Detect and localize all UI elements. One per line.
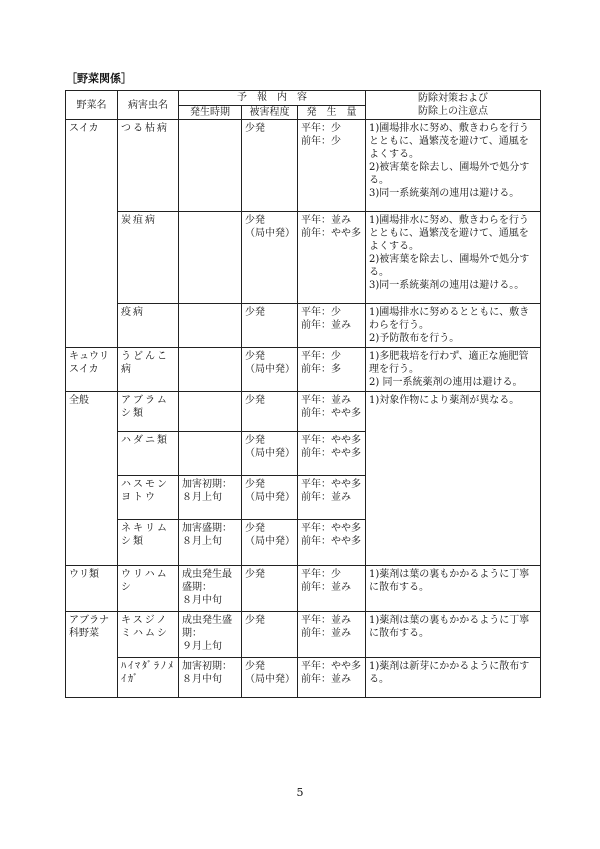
cell-pest: うどんこ病 — [118, 348, 179, 392]
cell-veg: 全般 — [66, 392, 118, 566]
cell-period: 成虫発生盛期： ９月上旬 — [179, 612, 242, 658]
cell-pest: アブラムシ類 — [118, 392, 179, 432]
cell-amount: 平年：少 前年：多 — [298, 348, 366, 392]
table-row — [66, 612, 541, 658]
cell-severity: 少発 — [242, 566, 298, 612]
cell-period — [179, 304, 242, 348]
cell-severity: 少発 （局中発） — [242, 476, 298, 520]
cell-amount: 平年：やや多 前年：並み — [298, 658, 366, 698]
cell-amount: 平年：並み 前年：やや多 — [298, 392, 366, 432]
cell-pest: ﾊｲﾏﾀﾞﾗﾉﾒｲｶﾞ — [118, 658, 179, 698]
cell-severity: 少発 （局中発） — [242, 212, 298, 304]
table-row — [66, 392, 541, 432]
cell-pest: 炭疽病 — [118, 212, 179, 304]
cell-amount: 平年：少 前年：少 — [298, 120, 366, 212]
table-row — [66, 212, 541, 304]
page-number: 5 — [296, 786, 304, 799]
cell-pest: ネキリムシ類 — [118, 520, 179, 566]
cell-period: 加害初期： ８月上旬 — [179, 476, 242, 520]
cell-measures: 1)薬剤は新芽にかかるように散布する。 — [366, 658, 541, 698]
table-row — [66, 120, 541, 212]
header-measures-line1: 防除対策および — [418, 93, 488, 104]
cell-amount: 平年：少 前年：並み — [298, 304, 366, 348]
header-period: 発生時期 — [179, 105, 242, 120]
cell-period — [179, 120, 242, 212]
cell-amount: 平年：少 前年：並み — [298, 566, 366, 612]
table-row — [66, 658, 541, 698]
header-measures — [366, 91, 541, 120]
cell-amount: 平年：やや多 前年：やや多 — [298, 520, 366, 566]
header-measures-line2: 防除上の注意点 — [418, 106, 488, 117]
cell-measures: 1)薬剤は葉の裏もかかるように丁寧に散布する。 — [366, 566, 541, 612]
cell-pest: ハダニ類 — [118, 432, 179, 476]
cell-measures: 1)薬剤は葉の裏もかかるように丁寧に散布する。 — [366, 612, 541, 658]
cell-measures: 1)圃場排水に努めるとともに、敷きわらを行う。 2)予防散布を行う。 — [366, 304, 541, 348]
cell-period: 成虫発生最盛期： ８月中旬 — [179, 566, 242, 612]
cell-severity: 少発 （局中発） — [242, 520, 298, 566]
cell-pest: キスジノミハムシ — [118, 612, 179, 658]
cell-severity: 少発 （局中発） — [242, 658, 298, 698]
cell-veg: ウリ類 — [66, 566, 118, 612]
table-row — [66, 566, 541, 612]
cell-pest: ハスモンヨトウ — [118, 476, 179, 520]
cell-measures: 1)多肥栽培を行わず、適正な施肥管理を行う。 2) 同一系統薬剤の連用は避ける。 — [366, 348, 541, 392]
header-veg: 野菜名 — [66, 91, 118, 120]
cell-amount: 平年：やや多 前年：並み — [298, 476, 366, 520]
cell-severity: 少発 — [242, 392, 298, 432]
cell-veg: キュウリ スイカ — [66, 348, 118, 392]
cell-measures: 1)対象作物により薬剤が異なる。 — [366, 392, 541, 566]
cell-measures: 1)圃場排水に努め、敷きわらを行うとともに、過繁茂を避けて、通風をよくする。 2)被害葉を除去し、圃場外で処分する。 3)同一系統薬剤の連用は避ける。 — [366, 120, 541, 212]
header-severity: 被害程度 — [242, 105, 298, 120]
section-title: ［野菜関係］ — [66, 72, 132, 85]
cell-pest: つる枯病 — [118, 120, 179, 212]
cell-amount: 平年：やや多 前年：やや多 — [298, 432, 366, 476]
cell-severity: 少発 — [242, 612, 298, 658]
cell-period: 加害初期： ８月中旬 — [179, 658, 242, 698]
cell-veg: アブラナ科野菜 — [66, 612, 118, 698]
cell-period — [179, 212, 242, 304]
cell-period — [179, 432, 242, 476]
header-row-1 — [66, 91, 541, 106]
cell-severity: 少発 （局中発） — [242, 348, 298, 392]
table-row — [66, 348, 541, 392]
cell-period: 加害盛期： ８月上旬 — [179, 520, 242, 566]
cell-period — [179, 348, 242, 392]
header-amount: 発 生 量 — [298, 105, 366, 120]
table-body — [66, 120, 541, 698]
cell-period — [179, 392, 242, 432]
pest-forecast-table — [65, 90, 541, 698]
cell-amount: 平年：並み 前年：並み — [298, 612, 366, 658]
table-row — [66, 304, 541, 348]
header-forecast: 予 報 内 容 — [179, 91, 366, 106]
header-pest: 病害虫名 — [118, 91, 179, 120]
cell-severity: 少発 （局中発） — [242, 432, 298, 476]
cell-severity: 少発 — [242, 120, 298, 212]
cell-amount: 平年：並み 前年：やや多 — [298, 212, 366, 304]
cell-pest: 疫病 — [118, 304, 179, 348]
cell-measures: 1)圃場排水に努め、敷きわらを行うとともに、過繁茂を避けて、通風をよくする。 2)被害葉を除去し、圃場外で処分する。 3)同一系統薬剤の連用は避ける。。 — [366, 212, 541, 304]
cell-severity: 少発 — [242, 304, 298, 348]
cell-veg: スイカ — [66, 120, 118, 348]
cell-pest: ウリハムシ — [118, 566, 179, 612]
